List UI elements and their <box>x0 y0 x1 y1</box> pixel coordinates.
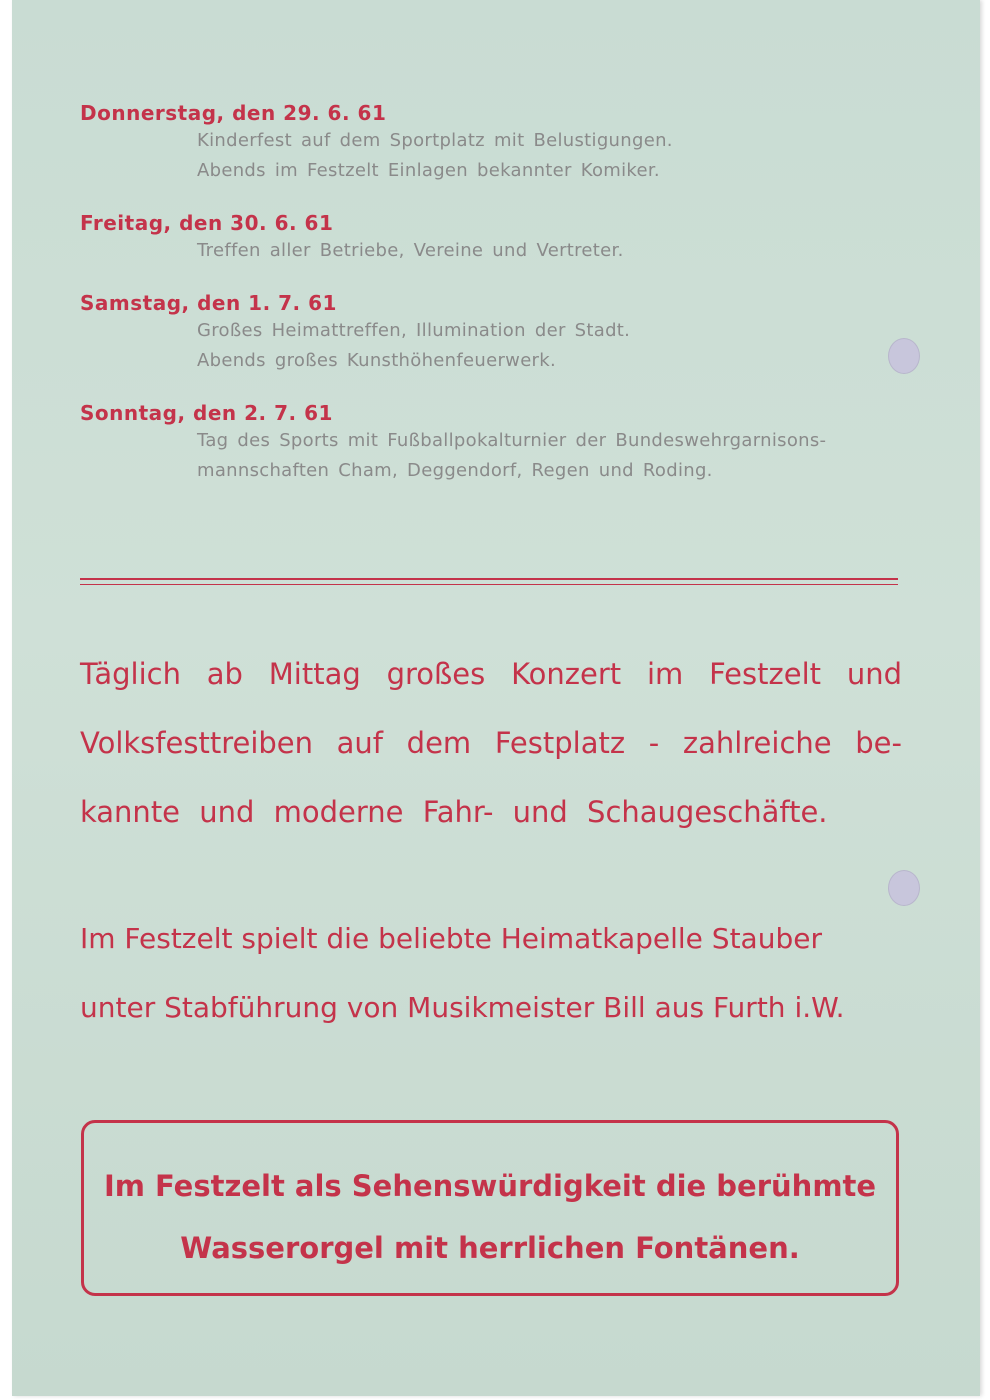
schedule-day-thursday <box>80 100 910 186</box>
day-heading: Donnerstag, den 29. 6. 61 <box>80 101 387 125</box>
concert-paragraph: Täglich ab Mittag großes Konzert im Festzelt und Volksfesttreiben auf dem Festplatz - zahlreiche be- kannte und moderne Fahr- und Schaugeschäfte. <box>80 657 902 829</box>
band-line: unter Stabführung von Musikmeister Bill aus Furth i.W. <box>80 991 845 1024</box>
schedule-day-friday <box>80 210 910 266</box>
highlight-text <box>84 1155 896 1279</box>
day-event-line: Großes Heimattreffen, Illumination der Stadt. <box>197 320 631 341</box>
highlight-box <box>81 1120 899 1296</box>
day-heading: Freitag, den 30. 6. 61 <box>80 211 334 235</box>
day-event-line: Kinderfest auf dem Sportplatz mit Belustigungen. <box>197 130 673 151</box>
highlight-line: Im Festzelt als Sehenswürdigkeit die berühmte <box>103 1169 877 1203</box>
day-event-line: Treffen aller Betriebe, Vereine und Vertreter. <box>197 240 624 261</box>
day-event-line: Abends im Festzelt Einlagen bekannter Komiker. <box>197 160 660 181</box>
divider-rule <box>80 578 898 580</box>
divider-rule <box>80 584 898 585</box>
highlight-line: Wasserorgel mit herrlichen Fontänen. <box>180 1231 800 1265</box>
document-page <box>12 0 980 1396</box>
schedule-day-saturday <box>80 290 910 376</box>
day-event-line: Tag des Sports mit Fußballpokalturnier der Bundeswehrgarnisons- <box>197 430 827 451</box>
punch-hole <box>888 870 920 906</box>
day-heading: Sonntag, den 2. 7. 61 <box>80 401 333 425</box>
festival-schedule <box>80 100 910 510</box>
day-event-line: mannschaften Cham, Deggendorf, Regen und Roding. <box>197 460 713 481</box>
band-line: Im Festzelt spielt die beliebte Heimatkapelle Stauber <box>80 922 822 955</box>
day-heading: Samstag, den 1. 7. 61 <box>80 291 337 315</box>
band-paragraph <box>80 904 902 1042</box>
day-event-line: Abends großes Kunsthöhenfeuerwerk. <box>197 350 557 371</box>
schedule-day-sunday <box>80 400 910 486</box>
